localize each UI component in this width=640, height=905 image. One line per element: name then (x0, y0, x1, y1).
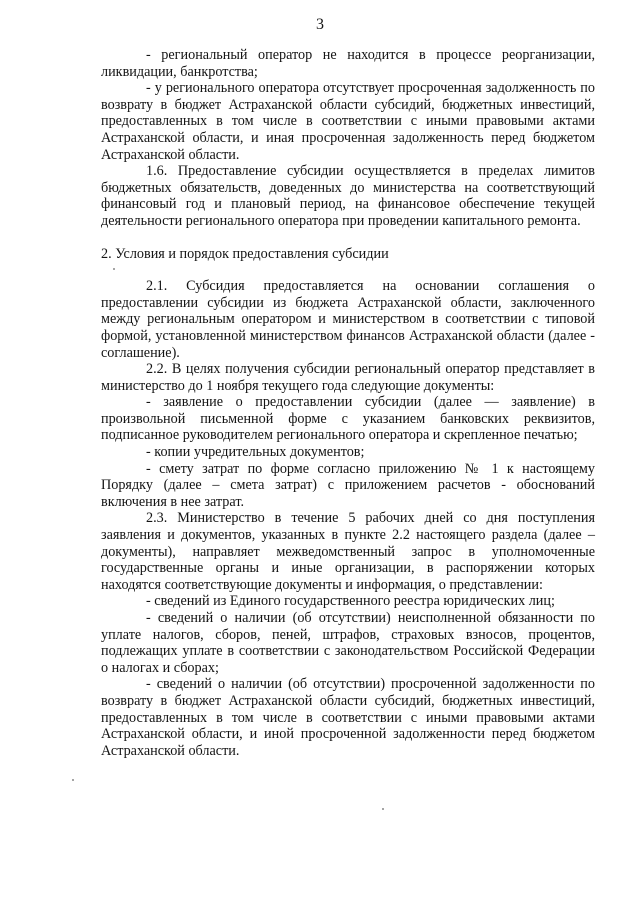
list-item-egrul: - сведений из Единого государственного реестра юридических лиц; (146, 593, 555, 610)
paragraph-2-1: 2.1. Субсидия предоставляется на основании соглашения о предоставлении субсидии из бюджета Астраханской области, заключенного между региональным оператором и министерством в соответствии с типовой формой, установленной министерством финансов Астраханской области (далее - соглашение). (101, 278, 595, 361)
scan-speck (72, 779, 74, 781)
paragraph-2-2: 2.2. В целях получения субсидии региональный оператор представляет в министерство до 1 ноября текущего года следующие документы: (101, 361, 595, 394)
list-item-founding-docs: - копии учредительных документов; (146, 444, 365, 461)
scan-speck (113, 268, 115, 270)
paragraph-2-3: 2.3. Министерство в течение 5 рабочих дней со дня поступления заявления и документов, указанных в пункте 2.2 настоящего раздела (далее – документы), направляет межведомственный запрос в уполномоченные государственные органы и иные организации, в распоряжении которых находятся соответствующие документы и информация, о представлении: (101, 510, 595, 593)
paragraph-no-debt: - у регионального оператора отсутствует просроченная задолженность по возврату в бюджет Астраханской области субсидий, бюджетных инвестиций, предоставленных в том числе в соответствии с иными правовыми актами Астраханской области, и иная просроченная задолженность перед бюджетом Астраханской области. (101, 80, 595, 163)
paragraph-1-6: 1.6. Предоставление субсидии осуществляется в пределах лимитов бюджетных обязательств, доведенных до министерства на соответствующий финансовый год и плановый период, на финансовое обеспечение текущей деятельности регионального оператора при проведении капитального ремонта. (101, 163, 595, 229)
section-heading: 2. Условия и порядок предоставления субсидии (101, 245, 389, 262)
document-body (101, 47, 595, 759)
list-item-application: - заявление о предоставлении субсидии (далее — заявление) в произвольной письменной форме с указанием банковских реквизитов, подписанное руководителем регионального оператора и скрепленное печатью; (101, 394, 595, 444)
list-item-cost-estimate: - смету затрат по форме согласно приложению № 1 к настоящему Порядку (далее – смета затрат) с приложением расчетов - обоснований включения в нее затрат. (101, 460, 595, 510)
scan-speck (382, 808, 384, 810)
list-item-tax-obligations: - сведений о наличии (об отсутствии) неисполненной обязанности по уплате налогов, сборов, пеней, штрафов, страховых взносов, процентов, подлежащих уплате в соответствии с законодательством Российской Федерации о налогах и сборах; (101, 610, 595, 676)
list-item-overdue-debt: - сведений о наличии (об отсутствии) просроченной задолженности по возврату в бюджет Астраханской области субсидий, бюджетных инвестиций, предоставленных в том числе в соответствии с иными правовыми актами Астраханской области, и иной просроченной задолженности перед бюджетом Астраханской области. (101, 676, 595, 759)
page-number: 3 (316, 16, 324, 33)
paragraph-reorganization: - региональный оператор не находится в процессе реорганизации, ликвидации, банкротства; (101, 47, 595, 80)
